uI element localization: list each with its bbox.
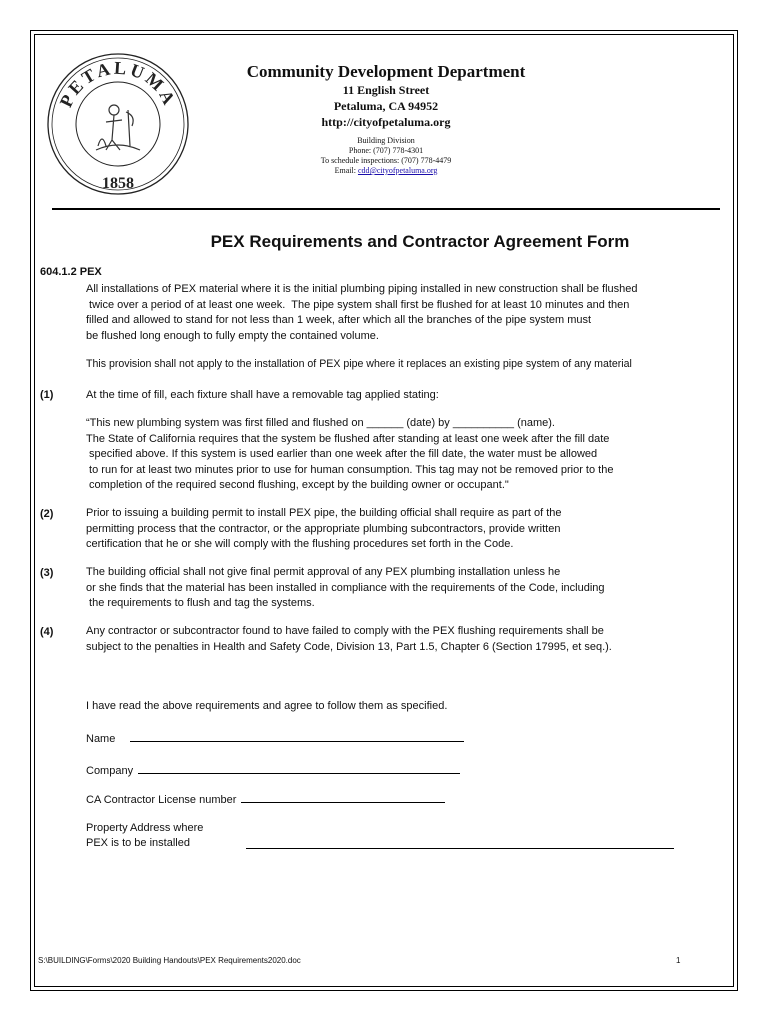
- quote-line: to run for at least two minutes prior to use for human consumption. This tag may not be removed prior to the: [86, 463, 614, 476]
- name-field[interactable]: [130, 729, 464, 742]
- page-number: 1: [676, 956, 681, 965]
- inspections-phone-text: To schedule inspections: (707) 778-4479: [320, 156, 452, 165]
- phone-text: Phone: (707) 778-4301: [348, 146, 424, 155]
- quote-line: The State of California requires that the system be flushed after standing at least one week after the fill date: [86, 432, 610, 445]
- address-label-line2: PEX is to be installed: [86, 837, 190, 849]
- city-seal-logo: [46, 50, 190, 198]
- section-heading: 604.1.2 PEX: [40, 266, 102, 278]
- quote-line: completion of the required second flushing, except by the building owner or occupant.": [86, 479, 509, 491]
- company-field-row: [86, 761, 460, 777]
- item-1-text: [86, 388, 439, 404]
- item-line: Prior to issuing a building permit to install PEX pipe, the building official shall require as part of the: [86, 507, 562, 519]
- provision-text: This provision shall not apply to the installation of PEX pipe where it replaces an existing pipe system of any material: [86, 358, 632, 370]
- item-line: permitting process that the contractor, or the appropriate plumbing subcontractors, provide written: [86, 522, 561, 535]
- item-line: the requirements to flush and tag the systems.: [86, 597, 315, 609]
- item-line: or she finds that the material has been installed in compliance with the requirements of the Code, including: [86, 581, 605, 594]
- intro-line: All installations of PEX material where it is the initial plumbing piping installed in new construction shall be flushed: [86, 283, 638, 295]
- quote-line: “This new plumbing system was first filled and flushed on ______ (date) by __________ (name).: [86, 417, 555, 429]
- license-field-row: [86, 790, 445, 806]
- address-label-line1: Property Address where: [86, 822, 204, 834]
- item-number: (4): [40, 626, 54, 638]
- name-field-row: [86, 729, 464, 745]
- form-title: PEX Requirements and Contractor Agreement Form: [210, 232, 630, 251]
- email-label: Email:: [334, 166, 358, 175]
- item-3-text: [86, 565, 605, 612]
- header-divider: [52, 208, 720, 210]
- intro-line: twice over a period of at least one week. The pipe system shall first be flushed for at least 10 minutes and then: [86, 298, 630, 311]
- item-number: (1): [40, 389, 54, 401]
- letterhead: [230, 62, 542, 176]
- item-2-text: [86, 506, 562, 553]
- seal-year-text: 1858: [102, 175, 134, 192]
- item-4-text: [86, 624, 612, 655]
- tag-quote: [86, 416, 613, 494]
- item-number: (2): [40, 508, 54, 520]
- item-line: The building official shall not give final permit approval of any PEX plumbing installation unless he: [86, 566, 561, 578]
- name-label: Name: [86, 733, 116, 745]
- website-text: http://cityofpetaluma.org: [321, 115, 451, 129]
- seal-city-text: PETALUMA: [55, 57, 181, 111]
- quote-line: specified above. If this system is used earlier than one week after the fill date, the water must be allowed: [86, 448, 598, 460]
- company-label: Company: [86, 765, 134, 777]
- street-address: 11 English Street: [342, 83, 430, 97]
- intro-line: filled and allowed to stand for not less than 1 week, after which all the branches of the pipe system must: [86, 314, 592, 326]
- city-state-zip: Petaluma, CA 94952: [333, 99, 439, 113]
- svg-text:PETALUMA: [56, 58, 181, 111]
- email-line: [230, 166, 542, 176]
- item-number: (3): [40, 567, 54, 579]
- agreement-statement: I have read the above requirements and agree to follow them as specified.: [86, 700, 448, 712]
- intro-line: be flushed long enough to fully empty the contained volume.: [86, 329, 379, 342]
- item-line: Any contractor or subcontractor found to have failed to comply with the PEX flushing requirements shall be: [86, 625, 604, 637]
- item-line: subject to the penalties in Health and Safety Code, Division 13, Part 1.5, Chapter 6 (Section 17995, et seq.).: [86, 640, 612, 653]
- item-line: At the time of fill, each fixture shall have a removable tag applied stating:: [86, 389, 439, 401]
- item-line: certification that he or she will comply with the flushing procedures set forth in the Code.: [86, 538, 514, 550]
- division-name: Building Division: [357, 136, 415, 145]
- license-field[interactable]: [241, 790, 445, 803]
- company-field[interactable]: [138, 761, 460, 774]
- address-field-row: [86, 821, 203, 851]
- intro-paragraph: [86, 282, 638, 344]
- email-link[interactable]: cdd@cityofpetaluma.org: [357, 166, 438, 175]
- department-name: Community Development Department: [246, 62, 526, 81]
- property-address-field[interactable]: [246, 836, 674, 849]
- license-label: CA Contractor License number: [86, 794, 237, 806]
- file-path-footer: S:\BUILDING\Forms\2020 Building Handouts\PEX Requirements2020.doc: [38, 956, 301, 965]
